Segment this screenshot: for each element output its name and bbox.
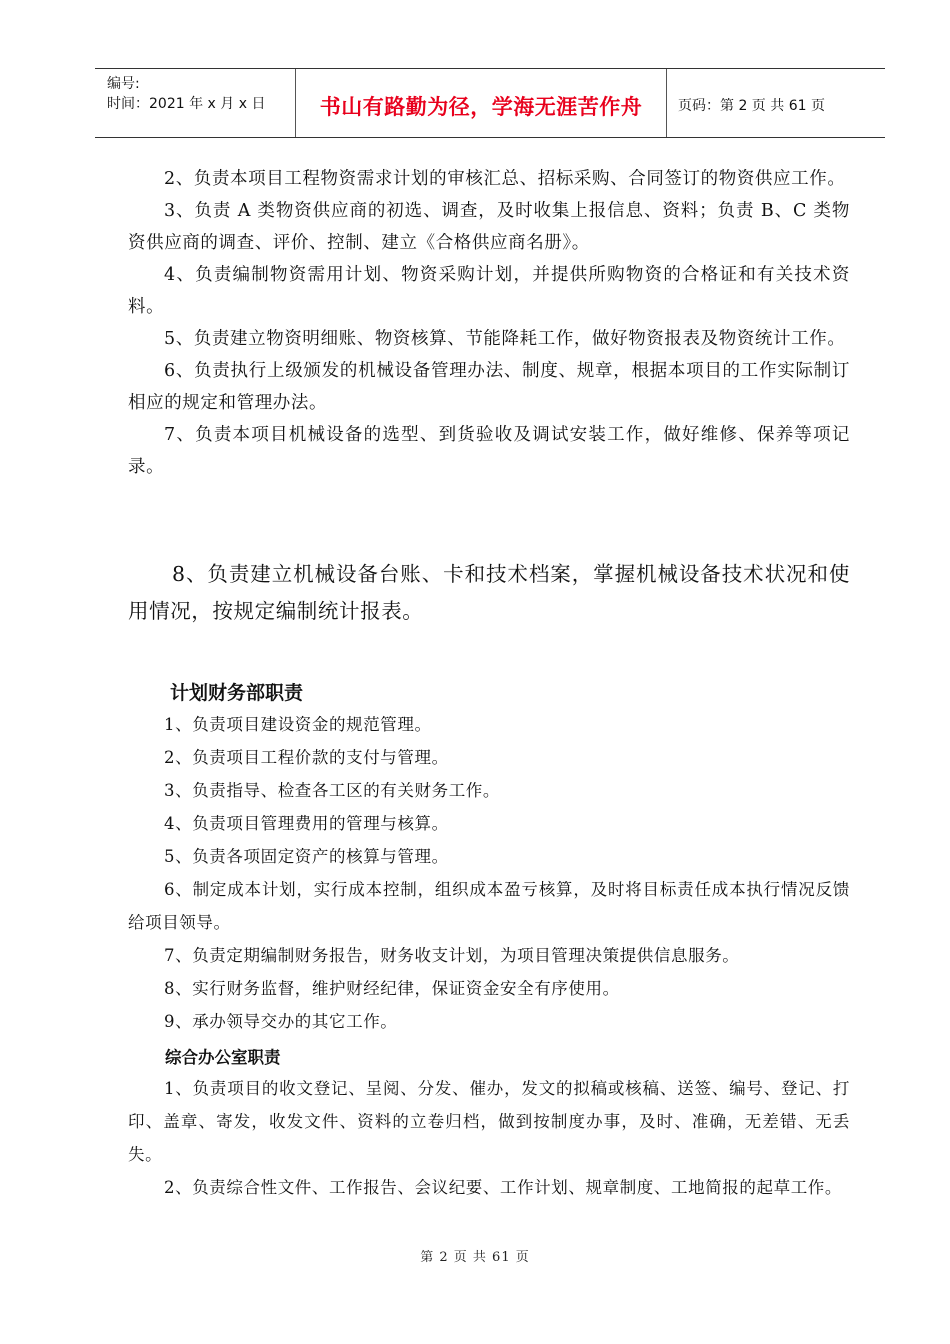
finance-duties-list	[128, 708, 850, 1038]
finance-section-title: 计划财务部职责	[170, 682, 304, 704]
list-item: 5、负责各项固定资产的核算与管理。	[164, 847, 449, 866]
large-paragraph: 8、负责建立机械设备台账、卡和技术档案，掌握机械设备技术状况和使用情况，按规定编制统计报表。	[128, 562, 850, 623]
list-item: 6、制定成本计划，实行成本控制，组织成本盈亏核算，及时将目标责任成本执行情况反馈给项目领导。	[128, 880, 850, 932]
motto-text: 书山有路勤为径，学海无涯苦作舟	[319, 95, 643, 119]
list-item: 1、负责项目建设资金的规范管理。	[164, 715, 432, 734]
list-item: 4、负责项目管理费用的管理与核算。	[164, 814, 449, 833]
list-item: 3、负责指导、检查各工区的有关财务工作。	[164, 781, 500, 800]
page-footer: 第 2 页 共 61 页	[420, 1250, 530, 1265]
office-duties-list	[128, 1072, 850, 1204]
large-paragraph-block	[128, 556, 850, 630]
header-left-cell	[95, 69, 295, 137]
list-item: 9、承办领导交办的其它工作。	[164, 1012, 398, 1031]
code-label: 编号:	[107, 76, 140, 92]
paragraph: 4、负责编制物资需用计划、物资采购计划，并提供所购物资的合格证和有关技术资料。	[128, 265, 850, 317]
material-duties	[128, 163, 850, 483]
paragraph: 2、负责本项目工程物资需求计划的审核汇总、招标采购、合同签订的物资供应工作。	[164, 169, 846, 189]
list-item: 1、负责项目的收文登记、呈阅、分发、催办，发文的拟稿或核稿、送签、编号、登记、打印、盖章、寄发，收发文件、资料的立卷归档，做到按制度办事，及时、准确，无差错、无丢失。	[128, 1079, 850, 1164]
paragraph: 3、负责 A 类物资供应商的初选、调查，及时收集上报信息、资料；负责 B、C 类物资供应商的调查、评价、控制、建立《合格供应商名册》。	[128, 201, 850, 253]
list-item: 8、实行财务监督，维护财经纪律，保证资金安全有序使用。	[164, 979, 620, 998]
page-label: 页码：第 2 页 共 61 页	[678, 98, 825, 114]
office-section-title: 综合办公室职责	[165, 1048, 281, 1067]
header-middle-cell	[295, 69, 667, 137]
paragraph: 7、负责本项目机械设备的选型、到货验收及调试安装工作，做好维修、保养等项记录。	[128, 425, 850, 477]
paragraph: 6、负责执行上级颁发的机械设备管理办法、制度、规章，根据本项目的工作实际制订相应的规定和管理办法。	[128, 361, 850, 413]
header-table	[95, 68, 885, 138]
paragraph: 5、负责建立物资明细账、物资核算、节能降耗工作，做好物资报表及物资统计工作。	[164, 329, 846, 349]
header-right-cell	[666, 69, 885, 137]
list-item: 2、负责项目工程价款的支付与管理。	[164, 748, 449, 767]
list-item: 7、负责定期编制财务报告，财务收支计划，为项目管理决策提供信息服务。	[164, 946, 740, 965]
list-item: 2、负责综合性文件、工作报告、会议纪要、工作计划、规章制度、工地简报的起草工作。	[164, 1178, 842, 1197]
time-label: 时间：2021 年 x 月 x 日	[107, 96, 266, 112]
